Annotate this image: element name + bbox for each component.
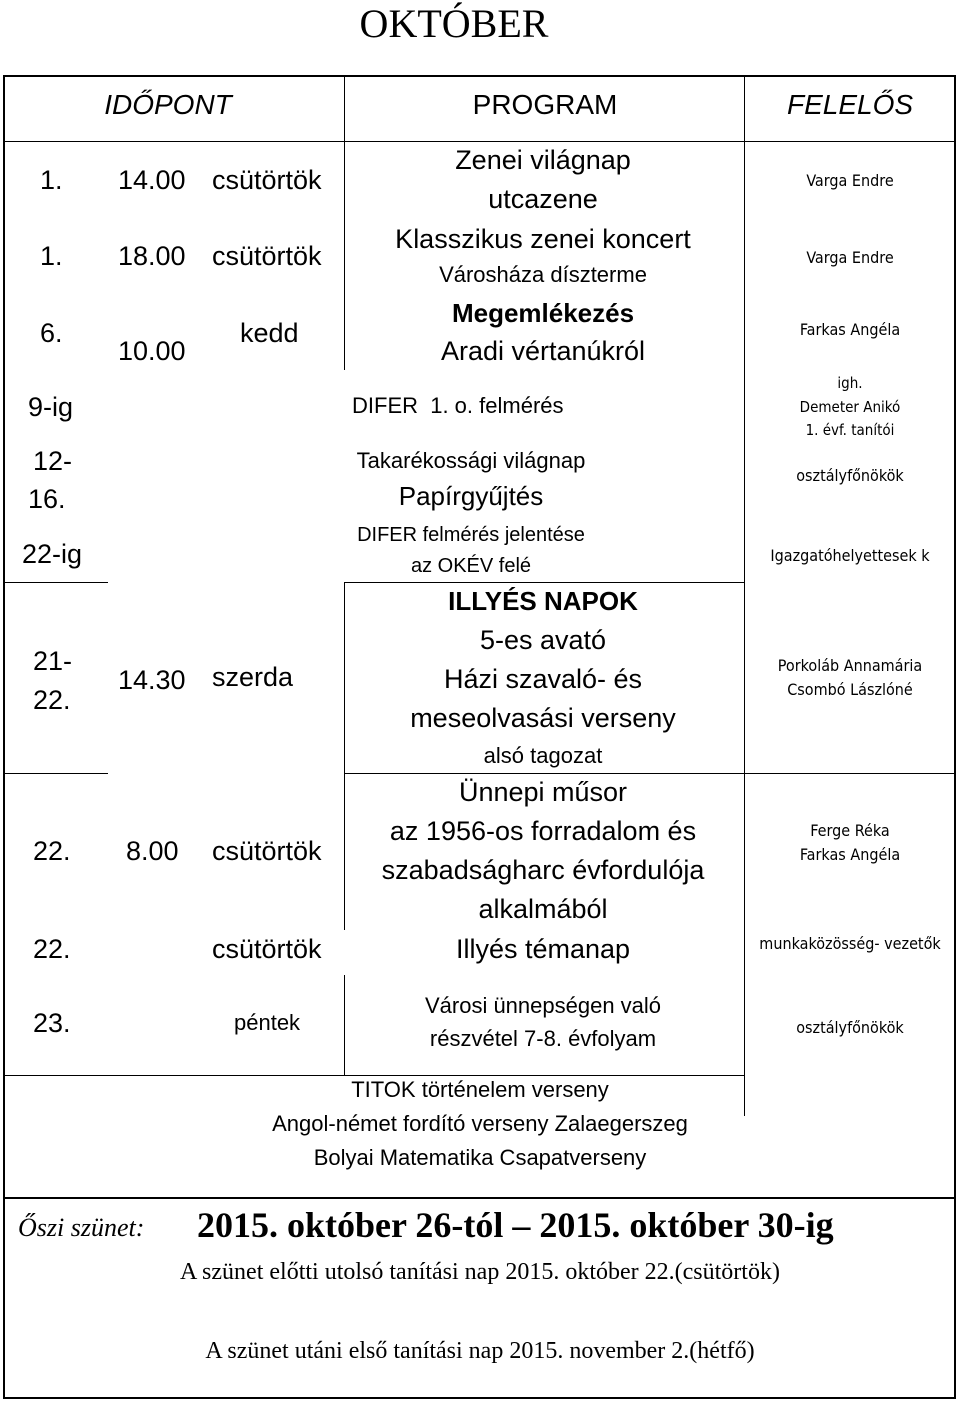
weekday-cell: csütörtök bbox=[212, 836, 322, 866]
program-line: Klasszikus zenei koncert bbox=[395, 224, 691, 254]
program-line: alsó tagozat bbox=[483, 743, 603, 768]
weekday-cell: kedd bbox=[240, 318, 299, 348]
responsible-line: munkaközösség- vezetők bbox=[759, 934, 941, 953]
program-line: DIFER 1. o. felmérés bbox=[352, 393, 564, 418]
break-dates: 2015. október 26-tól – 2015. október 30-ig bbox=[197, 1205, 834, 1245]
time-cell: 8.00 bbox=[126, 836, 179, 866]
competition-item: Bolyai Matematika Csapatverseny bbox=[313, 1145, 647, 1170]
program-line: meseolvasási verseny bbox=[410, 703, 676, 733]
program-line: alkalmából bbox=[478, 894, 608, 924]
day-cell: 1. bbox=[40, 165, 63, 195]
day-cell-2: 16. bbox=[28, 484, 66, 514]
competition-item: TITOK történelem verseny bbox=[351, 1077, 609, 1102]
responsible-line: Igazgatóhelyettesek k bbox=[770, 546, 930, 565]
program-line: DIFER felmérés jelentése bbox=[357, 524, 585, 546]
time-cell: 10.00 bbox=[118, 336, 186, 366]
program-line: az 1956-os forradalom és bbox=[389, 816, 697, 846]
day-cell: 21- bbox=[33, 646, 73, 676]
program-line: Városi ünnepségen való bbox=[424, 993, 662, 1018]
responsible-line: osztályfőnökök bbox=[796, 466, 904, 485]
weekday-cell: péntek bbox=[234, 1010, 301, 1035]
program-line: Takarékossági világnap bbox=[356, 448, 586, 473]
day-cell: 1. bbox=[40, 241, 63, 271]
day-cell: 22. bbox=[33, 934, 71, 964]
time-cell: 18.00 bbox=[118, 241, 186, 271]
day-cell: 6. bbox=[40, 318, 63, 348]
weekday-cell: csütörtök bbox=[212, 934, 322, 964]
program-line: Illyés témanap bbox=[455, 934, 631, 964]
program-line: Városháza díszterme bbox=[439, 262, 647, 287]
day-cell: 9-ig bbox=[28, 392, 74, 422]
responsible-line: osztályfőnökök bbox=[796, 1018, 904, 1037]
weekday-cell: csütörtök bbox=[212, 241, 322, 271]
header-time: IDŐPONT bbox=[104, 89, 232, 120]
weekday-cell: szerda bbox=[212, 662, 294, 692]
header-responsible: FELELŐS bbox=[786, 89, 914, 120]
time-cell: 14.00 bbox=[118, 165, 186, 195]
first-school-day: A szünet utáni első tanítási nap 2015. november 2.(hétfő) bbox=[205, 1338, 755, 1364]
program-line: az OKÉV felé bbox=[410, 555, 532, 577]
responsible-line: Varga Endre bbox=[806, 171, 894, 190]
program-line: Ünnepi műsor bbox=[458, 777, 628, 807]
weekday-cell: csütörtök bbox=[212, 165, 322, 195]
program-line: Házi szavaló- és bbox=[443, 664, 643, 694]
day-cell-2: 22. bbox=[33, 685, 71, 715]
program-line: Aradi vértanúkról bbox=[440, 336, 646, 366]
responsible-line: Porkoláb Annamária bbox=[777, 656, 923, 675]
day-cell: 22. bbox=[33, 836, 71, 866]
day-cell: 23. bbox=[33, 1008, 71, 1038]
program-line: Megemlékezés bbox=[451, 298, 635, 328]
responsible-line: Csombó Lászlóné bbox=[787, 680, 913, 699]
program-line: 5-es avató bbox=[479, 625, 607, 655]
break-label: Őszi szünet: bbox=[18, 1213, 145, 1242]
responsible-line: Farkas Angéla bbox=[799, 845, 901, 864]
program-line: utcazene bbox=[488, 184, 598, 214]
time-cell: 14.30 bbox=[118, 665, 186, 695]
program-line: Papírgyűjtés bbox=[398, 481, 544, 511]
responsible-line: Ferge Réka bbox=[810, 821, 890, 840]
header-program: PROGRAM bbox=[472, 89, 618, 120]
responsible-line: 1. évf. tanítói bbox=[805, 421, 895, 439]
responsible-line: Varga Endre bbox=[806, 248, 894, 267]
day-cell: 22-ig bbox=[22, 539, 83, 569]
program-line: Zenei világnap bbox=[455, 145, 631, 175]
program-line: ILLYÉS NAPOK bbox=[448, 586, 638, 616]
responsible-line: igh. bbox=[837, 374, 863, 392]
program-line: szabadságharc évfordulója bbox=[381, 855, 705, 885]
page-title: OKTÓBER bbox=[359, 1, 549, 46]
competition-item: Angol-német fordító verseny Zalaegerszeg bbox=[272, 1111, 688, 1136]
responsible-line: Farkas Angéla bbox=[799, 320, 901, 339]
program-line: részvétel 7-8. évfolyam bbox=[429, 1026, 657, 1051]
day-cell: 12- bbox=[33, 446, 73, 476]
last-school-day: A szünet előtti utolsó tanítási nap 2015. október 22.(csütörtök) bbox=[180, 1259, 780, 1285]
responsible-line: Demeter Anikó bbox=[799, 398, 901, 416]
